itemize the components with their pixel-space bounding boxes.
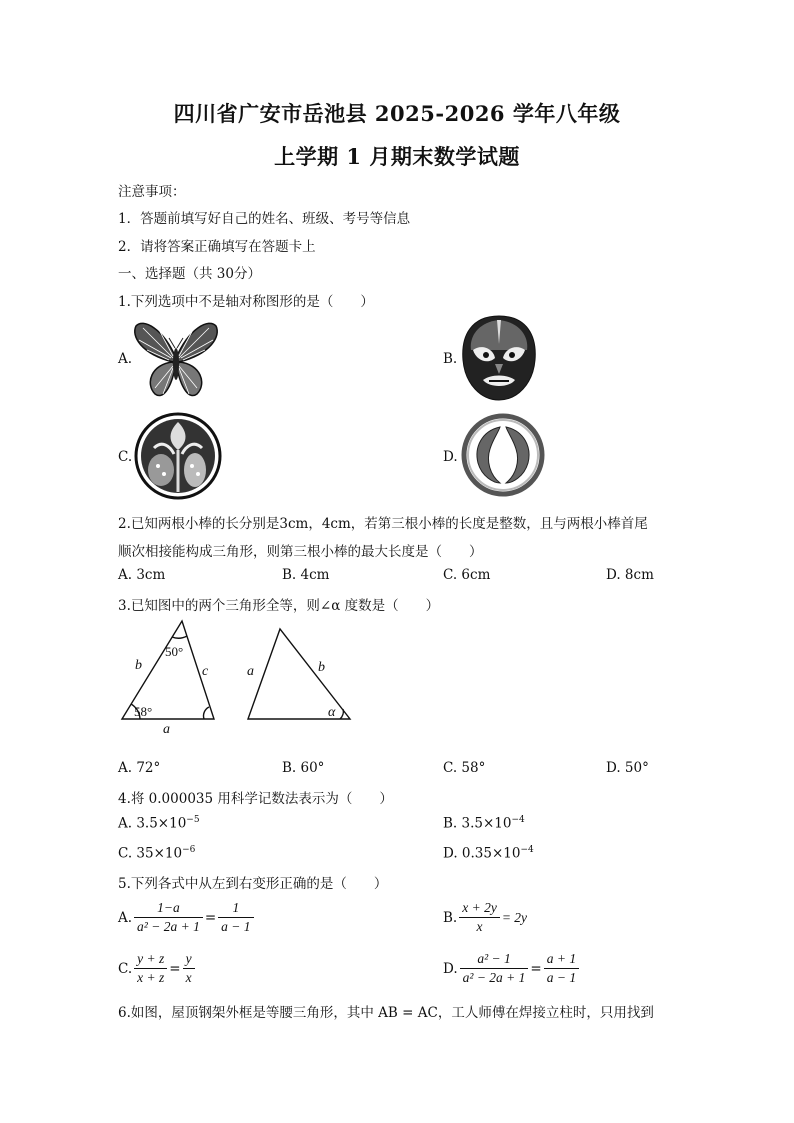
t1-angle-left: 58° (134, 704, 153, 719)
title-line-2: 上学期 1 月期末数学试题 (274, 144, 520, 169)
q4-stem: 4.将 0.000035 用科学记数法表示为（ ） (118, 791, 393, 807)
q5-stem: 5.下列各式中从左到右变形正确的是（ ） (118, 876, 388, 892)
t1-label-b: b (135, 658, 142, 673)
q6-stem: 6.如图，屋顶钢架外框是等腰三角形，其中 AB = AC，工人师傅在焊接立柱时，只用找到 (118, 1005, 654, 1021)
q2-option-b: B. 4cm (282, 567, 330, 583)
paper-cut-circle-image (134, 412, 222, 500)
t2-label-a: a (247, 664, 254, 679)
q4-option-c: C. $35\times 10^{-6}$ (118, 845, 196, 862)
butterfly-image (133, 318, 219, 400)
t2-label-b: b (318, 660, 325, 675)
q2-option-a: A. 3cm (118, 567, 166, 583)
q1-stem: 1.下列选项中不是轴对称图形的是（ ） (118, 294, 374, 310)
q1-label-b: B. (443, 351, 458, 367)
title-line-1: 四川省广安市岳池县 2025-2026 学年八年级 (173, 101, 621, 126)
q4-option-a: A. $3.5\times 10^{-5}$ (118, 815, 200, 832)
q5-option-b: B. $\frac{x + 2y}{x}$ = 2y (443, 900, 528, 934)
q5-option-d: D. $\frac{\text{a² − 1}}{\text{a² − 2a + 1}}$ = $\frac{a + 1}{a - 1}$ (443, 950, 581, 987)
notice-heading: 注意事项： (118, 184, 186, 200)
q4-option-d: D. $0.35\times 10^{-4}$ (443, 845, 534, 862)
q4-option-b: B. $3.5\times 10^{-4}$ (443, 815, 525, 832)
notice-item-2: 2．请将答案正确填写在答题卡上 (118, 239, 316, 255)
opera-mask-image (459, 314, 539, 402)
q5-option-c: C. $\frac{y + z}{x + z}$ = $\frac{y}{x}$ (118, 950, 197, 987)
q1-label-c: C. (118, 449, 133, 465)
car-logo-image (460, 413, 546, 497)
congruent-triangles-figure (114, 615, 364, 739)
q2-stem-line-2: 顺次相接能构成三角形，则第三根小棒的最大长度是（ ） (118, 544, 483, 560)
q2-option-c: C. 6cm (443, 567, 491, 583)
q3-option-c: C. 58° (443, 760, 486, 776)
t1-label-c: c (202, 664, 209, 679)
q1-label-a: A. (118, 351, 133, 367)
q5-option-a: A. $\frac{1-a}{\text{a² − 2a + 1}}$ = $\frac{1}{a - 1}$ (118, 899, 256, 936)
t1-angle-top: 50° (165, 644, 184, 659)
q2-option-d: D. 8cm (606, 567, 654, 583)
notice-item-1: 1．答题前填写好自己的姓名、班级、考号等信息 (118, 211, 411, 227)
q1-label-d: D. (443, 449, 458, 465)
t1-label-a: a (163, 722, 170, 737)
section-heading: 一、选择题（共 30分） (118, 266, 261, 282)
q2-stem-line-1: 2.已知两根小棒的长分别是3cm，4cm，若第三根小棒的长度是整数，且与两根小棒首尾 (118, 516, 648, 532)
q3-option-a: A. 72° (118, 760, 161, 776)
q3-option-b: B. 60° (282, 760, 325, 776)
q3-stem: 3.已知图中的两个三角形全等，则∠α 度数是（ ） (118, 598, 440, 614)
q3-option-d: D. 50° (606, 760, 649, 776)
t2-label-alpha: α (328, 705, 336, 720)
